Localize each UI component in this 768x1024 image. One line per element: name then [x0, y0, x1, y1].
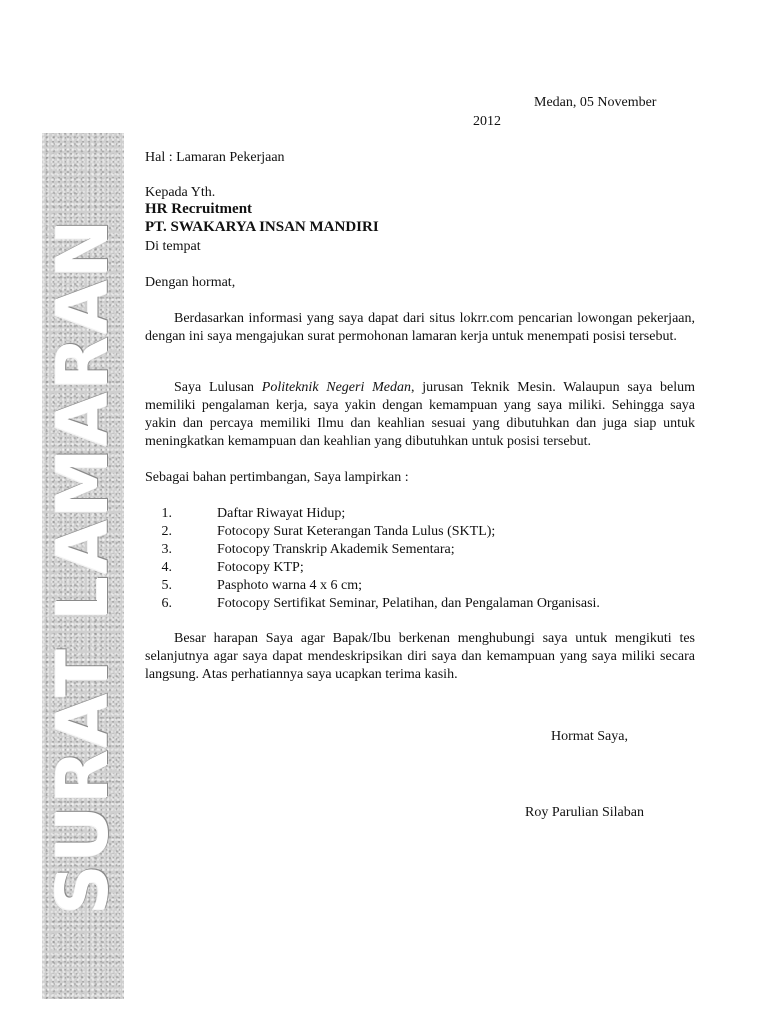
list-item-text: Daftar Riwayat Hidup;: [217, 506, 346, 521]
sidebar-banner: [42, 133, 124, 999]
salutation: Dengan hormat,: [145, 275, 236, 290]
list-item: [145, 541, 705, 559]
letter-subject: Hal : Lamaran Pekerjaan: [145, 150, 285, 165]
attachments-list: [145, 505, 705, 613]
closing-phrase: Hormat Saya,: [551, 729, 628, 744]
list-item-number: 3.: [161, 542, 172, 557]
list-item-number: 4.: [161, 560, 172, 575]
list-item-number: 2.: [161, 524, 172, 539]
school-name: Politeknik Negeri Medan: [261, 380, 411, 395]
attachments-intro: Sebagai bahan pertimbangan, Saya lampirkan :: [145, 470, 409, 485]
recipient-department: HR Recruitment: [145, 201, 253, 217]
recipient-company: PT. SWAKARYA INSAN MANDIRI: [145, 219, 379, 235]
list-item-text: Fotocopy KTP;: [217, 560, 304, 575]
letter-date: Medan, 05 November: [534, 95, 657, 110]
list-item-number: 6.: [161, 596, 172, 611]
recipient-place: Di tempat: [145, 239, 201, 254]
list-item-number: 5.: [161, 578, 172, 593]
list-item-text: Fotocopy Transkrip Akademik Sementara;: [217, 542, 455, 557]
signer-name: Roy Parulian Silaban: [525, 805, 644, 820]
list-item: [145, 595, 705, 613]
list-item: [145, 505, 705, 523]
letter-year: 2012: [473, 114, 501, 129]
paragraph-intro: Berdasarkan informasi yang saya dapat dari situs lokrr.com pencarian lowongan pekerjaan, dengan ini saya mengajukan surat permohonan lamaran kerja untuk menempati posisi tersebut.: [145, 311, 695, 344]
paragraph-closing: Besar harapan Saya agar Bapak/Ibu berkenan menghubungi saya untuk mengikuti tes selanjutnya agar saya dapat mendeskripsikan diri saya dan kemampuan yang saya miliki secara langsung. Atas perhatiannya saya ucapkan terima kasih.: [145, 631, 695, 682]
paragraph-education-suffix: , jurusan Teknik Mesin. Walaupun saya belum memiliki pengalaman kerja, saya yakin dengan kemampuan yang saya miliki. Sehingga saya yakin dan percaya memiliki Ilmu dan keahlian sesuai yang dibutuhkan dan juga siap untuk meningkatkan kemampuan dan keahlian yang dibutuhkan untuk posisi tersebut.: [145, 380, 695, 449]
list-item: [145, 559, 705, 577]
list-item-text: Fotocopy Sertifikat Seminar, Pelatihan, dan Pengalaman Organisasi.: [217, 596, 600, 611]
list-item-text: Fotocopy Surat Keterangan Tanda Lulus (SKTL);: [217, 524, 496, 539]
sidebar-title: SURAT LAMARAN: [42, 217, 124, 915]
list-item: [145, 577, 705, 595]
paragraph-education-prefix: Saya Lulusan: [174, 380, 262, 395]
recipient-greeting: Kepada Yth.: [145, 185, 216, 200]
list-item-number: 1.: [161, 506, 172, 521]
paragraph-education: [145, 379, 695, 451]
list-item-text: Pasphoto warna 4 x 6 cm;: [217, 578, 363, 593]
list-item: [145, 523, 705, 541]
